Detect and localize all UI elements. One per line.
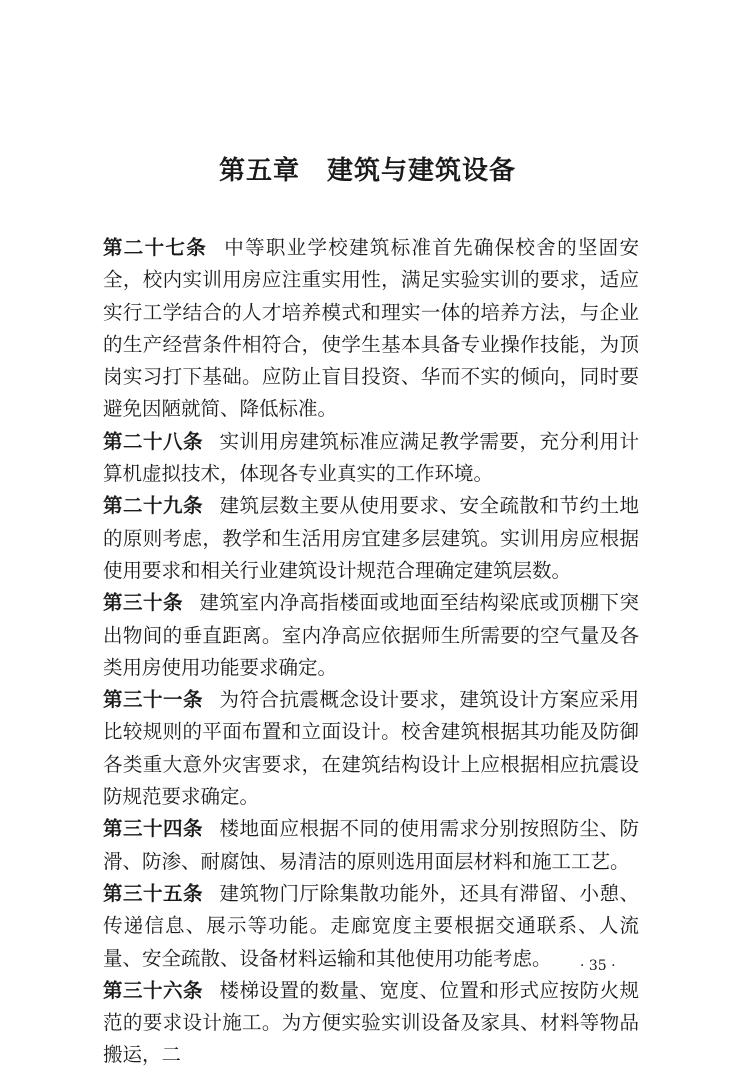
article-text: 实训用房建筑标准应满足教学需要，充分利用计算机虚拟技术，体现各专业真实的工作环境。 xyxy=(103,429,639,486)
article-label: 第三十四条 xyxy=(103,817,203,841)
article-label: 第三十五条 xyxy=(103,881,203,905)
article-label: 第三十一条 xyxy=(103,688,203,712)
article-30 xyxy=(103,587,639,684)
article-29 xyxy=(103,490,639,587)
article-label: 第二十九条 xyxy=(103,494,203,518)
article-text: 建筑室内净高指楼面或地面至结构梁底或顶棚下突出物间的垂直距离。室内净高应依据师生所需要的空气量及各类用房使用功能要求确定。 xyxy=(103,591,639,679)
article-35 xyxy=(103,878,639,975)
article-28 xyxy=(103,426,639,491)
article-31 xyxy=(103,684,639,813)
article-label: 第三十六条 xyxy=(103,978,203,1002)
page-number: · 35 · xyxy=(580,958,616,974)
article-label: 第二十八条 xyxy=(103,429,203,453)
article-text: 建筑物门厅除集散功能外，还具有滞留、小憩、传递信息、展示等功能。走廊宽度主要根据交通联系、人流量、安全疏散、设备材料运输和其他使用功能考虑。 xyxy=(103,881,639,970)
article-36 xyxy=(103,975,639,1072)
article-text: 楼梯设置的数量、宽度、位置和形式应按防火规范的要求设计施工。为方便实验实训设备及家具、材料等物品搬运，二 xyxy=(103,978,639,1067)
article-text: 楼地面应根据不同的使用需求分别按照防尘、防滑、防渗、耐腐蚀、易清洁的原则选用面层材料和施工工艺。 xyxy=(103,817,639,873)
article-text: 中等职业学校建筑标准首先确保校舍的坚固安全，校内实训用房应注重实用性，满足实验实训的要求，适应实行工学结合的人才培养模式和理实一体的培养方法，与企业的生产经营条件相符合，使学生基本具备专业操作技能，为顶岗实习打下基础。应防止盲目投资、华而不实的倾向，同时要避免因陋就简、降低标准。 xyxy=(103,236,639,421)
article-text: 建筑层数主要从使用要求、安全疏散和节约土地的原则考虑，教学和生活用房宜建多层建筑。实训用房应根据使用要求和相关行业建筑设计规范合理确定建筑层数。 xyxy=(103,494,639,582)
article-label: 第二十七条 xyxy=(103,236,207,259)
article-34 xyxy=(103,813,639,878)
article-27 xyxy=(103,232,639,426)
article-text: 为符合抗震概念设计要求，建筑设计方案应采用比较规则的平面布置和立面设计。校舍建筑根据其功能及防御各类重大意外灾害要求，在建筑结构设计上应根据相应抗震设防规范要求确定。 xyxy=(103,688,639,809)
articles-body xyxy=(103,232,639,1072)
chapter-title: 第五章 建筑与建筑设备 xyxy=(218,156,516,186)
article-label: 第三十条 xyxy=(103,591,183,615)
